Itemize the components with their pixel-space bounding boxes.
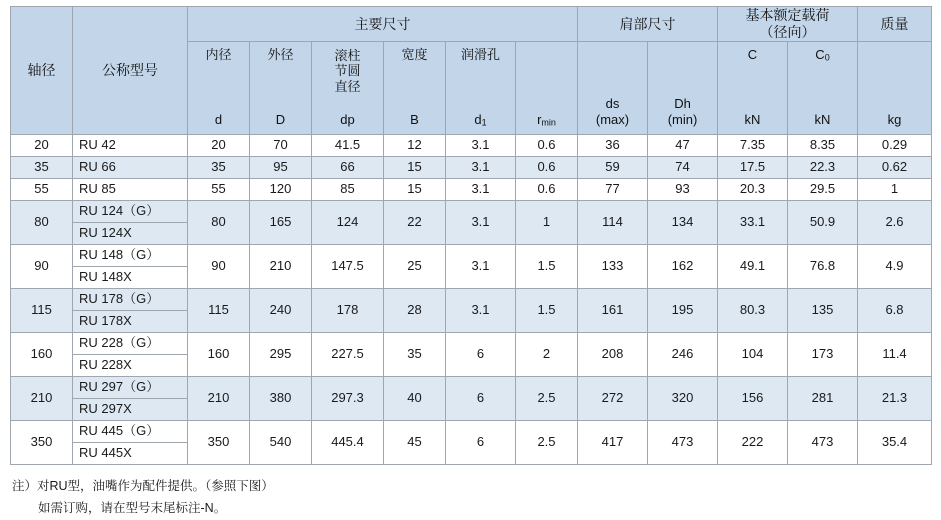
cell-outer-dia: 240: [250, 288, 312, 332]
header-outer-dia: [250, 41, 312, 134]
cell-width: 12: [384, 134, 446, 156]
table-row: [11, 420, 932, 442]
cell-nominal-model: RU 148（G）: [73, 244, 188, 266]
footnotes: [10, 475, 931, 520]
header-group-basic-load-rating: [718, 7, 858, 42]
cell-dh-min: 93: [648, 178, 718, 200]
cell-roller-pcd: 297.3: [312, 376, 384, 420]
cell-width: 25: [384, 244, 446, 288]
cell-outer-dia: 210: [250, 244, 312, 288]
header-shaft-dia: 轴径: [11, 7, 73, 135]
header-roller-pcd-line2: 节圆: [334, 63, 361, 79]
cell-load-c: 156: [718, 376, 788, 420]
cell-inner-dia: 350: [188, 420, 250, 464]
header-ds-qualifier: (max): [595, 112, 630, 127]
cell-outer-dia: 70: [250, 134, 312, 156]
cell-lube-hole: 3.1: [446, 178, 516, 200]
cell-roller-pcd: 178: [312, 288, 384, 332]
cell-nominal-model: RU 297（G）: [73, 376, 188, 398]
table-row: [11, 288, 932, 310]
cell-ds-max: 161: [578, 288, 648, 332]
cell-shaft-dia: 160: [11, 332, 73, 376]
cell-load-c: 104: [718, 332, 788, 376]
cell-lube-hole: 3.1: [446, 156, 516, 178]
cell-load-c: 17.5: [718, 156, 788, 178]
cell-load-c0: 173: [788, 332, 858, 376]
cell-dh-min: 74: [648, 156, 718, 178]
cell-load-c0: 50.9: [788, 200, 858, 244]
header-roller-pcd-symbol: dp: [340, 111, 355, 127]
cell-chamfer: 2.5: [516, 420, 578, 464]
table-row: [11, 134, 932, 156]
cell-inner-dia: 160: [188, 332, 250, 376]
cell-load-c: 33.1: [718, 200, 788, 244]
header-group-shoulder-dimensions: 肩部尺寸: [578, 7, 718, 42]
table-row: [11, 376, 932, 398]
header-group-main-dimensions: 主要尺寸: [188, 7, 578, 42]
cell-lube-hole: 6: [446, 332, 516, 376]
cell-roller-pcd: 445.4: [312, 420, 384, 464]
cell-nominal-model: RU 228X: [73, 354, 188, 376]
table-body: [11, 134, 932, 464]
cell-load-c0: 76.8: [788, 244, 858, 288]
header-mass-unit-cell: [858, 41, 932, 134]
cell-roller-pcd: 85: [312, 178, 384, 200]
cell-nominal-model: RU 178X: [73, 310, 188, 332]
cell-dh-min: 162: [648, 244, 718, 288]
cell-lube-hole: 6: [446, 376, 516, 420]
header-group-mass: 质量: [858, 7, 932, 42]
cell-mass: 11.4: [858, 332, 932, 376]
header-ds: [578, 41, 648, 134]
cell-load-c: 7.35: [718, 134, 788, 156]
cell-lube-hole: 3.1: [446, 134, 516, 156]
header-width-label: 宽度: [401, 46, 428, 62]
cell-mass: 4.9: [858, 244, 932, 288]
cell-nominal-model: RU 445X: [73, 442, 188, 464]
footnote-line-2: 如需订购，请在型号末尾标注-N。: [38, 501, 227, 516]
header-ds-stack: [580, 96, 645, 127]
cell-chamfer: 0.6: [516, 178, 578, 200]
cell-load-c0: 473: [788, 420, 858, 464]
header-width-symbol: B: [410, 111, 419, 127]
cell-load-c0: 29.5: [788, 178, 858, 200]
footnote-line-1: 注）对RU型，油嘴作为配件提供。（参照下图）: [12, 478, 274, 493]
cell-nominal-model: RU 178（G）: [73, 288, 188, 310]
cell-nominal-model: RU 66: [73, 156, 188, 178]
cell-nominal-model: RU 42: [73, 134, 188, 156]
cell-ds-max: 208: [578, 332, 648, 376]
cell-lube-hole: 6: [446, 420, 516, 464]
header-c0-sym-base: C: [815, 46, 825, 62]
cell-outer-dia: 380: [250, 376, 312, 420]
cell-nominal-model: RU 228（G）: [73, 332, 188, 354]
cell-chamfer: 0.6: [516, 156, 578, 178]
cell-width: 45: [384, 420, 446, 464]
header-c0-static: [788, 41, 858, 134]
header-roller-pcd-label: [314, 48, 381, 95]
cell-load-c0: 22.3: [788, 156, 858, 178]
cell-chamfer: 2.5: [516, 376, 578, 420]
cell-dh-min: 473: [648, 420, 718, 464]
cell-dh-min: 134: [648, 200, 718, 244]
cell-ds-max: 272: [578, 376, 648, 420]
cell-lube-hole: 3.1: [446, 200, 516, 244]
cell-ds-max: 77: [578, 178, 648, 200]
cell-load-c: 222: [718, 420, 788, 464]
table-row: [11, 332, 932, 354]
table-row: [11, 156, 932, 178]
header-c-unit: kN: [744, 111, 761, 127]
header-lube-hole-symbol: [448, 113, 513, 128]
cell-shaft-dia: 90: [11, 244, 73, 288]
cell-nominal-model: RU 148X: [73, 266, 188, 288]
header-roller-pcd: [312, 41, 384, 134]
header-outer-dia-label: 外径: [267, 46, 294, 62]
cell-chamfer: 2: [516, 332, 578, 376]
cell-shaft-dia: 55: [11, 178, 73, 200]
cell-outer-dia: 295: [250, 332, 312, 376]
header-mass-unit: kg: [887, 111, 902, 127]
cell-outer-dia: 95: [250, 156, 312, 178]
cell-nominal-model: RU 85: [73, 178, 188, 200]
cell-dh-min: 195: [648, 288, 718, 332]
cell-load-c: 80.3: [718, 288, 788, 332]
header-dh-qualifier: (min): [667, 112, 698, 127]
header-lube-hole-sym-base: d: [474, 111, 482, 127]
cell-width: 40: [384, 376, 446, 420]
cell-shaft-dia: 115: [11, 288, 73, 332]
cell-width: 15: [384, 178, 446, 200]
header-chamfer-symbol: [518, 113, 575, 128]
cell-ds-max: 133: [578, 244, 648, 288]
cell-inner-dia: 210: [188, 376, 250, 420]
cell-nominal-model: RU 297X: [73, 398, 188, 420]
header-dh-stack: [650, 96, 715, 127]
header-ds-label: ds: [605, 96, 620, 112]
header-roller-pcd-line1: 滚柱: [334, 47, 361, 63]
header-chamfer: [516, 41, 578, 134]
cell-chamfer: 1.5: [516, 244, 578, 288]
header-dh: [648, 41, 718, 134]
header-lube-hole-label: 润滑孔: [460, 46, 500, 62]
cell-shaft-dia: 350: [11, 420, 73, 464]
cell-mass: 0.62: [858, 156, 932, 178]
cell-mass: 0.29: [858, 134, 932, 156]
bearing-spec-table: [10, 6, 932, 465]
cell-width: 28: [384, 288, 446, 332]
header-inner-dia: [188, 41, 250, 134]
cell-chamfer: 1.5: [516, 288, 578, 332]
header-chamfer-sym-base: r: [537, 111, 542, 127]
cell-roller-pcd: 227.5: [312, 332, 384, 376]
cell-load-c: 49.1: [718, 244, 788, 288]
cell-ds-max: 114: [578, 200, 648, 244]
cell-roller-pcd: 147.5: [312, 244, 384, 288]
cell-inner-dia: 55: [188, 178, 250, 200]
header-c0-symbol: [790, 48, 855, 63]
cell-mass: 6.8: [858, 288, 932, 332]
table-row: [11, 200, 932, 222]
header-nominal-model: 公称型号: [73, 7, 188, 135]
header-c0-sym-sub: 0: [824, 52, 830, 63]
header-chamfer-sym-sub: min: [541, 117, 556, 128]
header-lube-hole: [446, 41, 516, 134]
cell-width: 22: [384, 200, 446, 244]
cell-width: 15: [384, 156, 446, 178]
cell-shaft-dia: 20: [11, 134, 73, 156]
cell-lube-hole: 3.1: [446, 244, 516, 288]
header-c-symbol: C: [747, 46, 758, 62]
header-c0-unit: kN: [814, 111, 831, 127]
header-group-row: [11, 7, 932, 42]
cell-inner-dia: 115: [188, 288, 250, 332]
cell-outer-dia: 540: [250, 420, 312, 464]
header-width: [384, 41, 446, 134]
cell-shaft-dia: 35: [11, 156, 73, 178]
load-rating-line1: 基本额定载荷: [745, 7, 830, 23]
cell-ds-max: 59: [578, 156, 648, 178]
header-inner-dia-symbol: d: [214, 111, 223, 127]
cell-load-c: 20.3: [718, 178, 788, 200]
cell-mass: 2.6: [858, 200, 932, 244]
cell-ds-max: 36: [578, 134, 648, 156]
table-row: [11, 244, 932, 266]
cell-nominal-model: RU 124（G）: [73, 200, 188, 222]
load-rating-line2: （径向）: [759, 23, 816, 40]
cell-load-c0: 135: [788, 288, 858, 332]
cell-shaft-dia: 80: [11, 200, 73, 244]
cell-inner-dia: 80: [188, 200, 250, 244]
header-dh-label: Dh: [674, 96, 691, 112]
header-roller-pcd-line3: 直径: [334, 78, 361, 94]
cell-lube-hole: 3.1: [446, 288, 516, 332]
table-header: [11, 7, 932, 135]
cell-roller-pcd: 41.5: [312, 134, 384, 156]
cell-nominal-model: RU 124X: [73, 222, 188, 244]
cell-dh-min: 320: [648, 376, 718, 420]
table-row: [11, 178, 932, 200]
cell-ds-max: 417: [578, 420, 648, 464]
cell-chamfer: 0.6: [516, 134, 578, 156]
cell-load-c0: 8.35: [788, 134, 858, 156]
cell-roller-pcd: 66: [312, 156, 384, 178]
cell-nominal-model: RU 445（G）: [73, 420, 188, 442]
header-c-dynamic: [718, 41, 788, 134]
cell-mass: 1: [858, 178, 932, 200]
cell-shaft-dia: 210: [11, 376, 73, 420]
cell-chamfer: 1: [516, 200, 578, 244]
cell-inner-dia: 35: [188, 156, 250, 178]
cell-dh-min: 47: [648, 134, 718, 156]
header-inner-dia-label: 内径: [205, 46, 232, 62]
cell-inner-dia: 90: [188, 244, 250, 288]
cell-inner-dia: 20: [188, 134, 250, 156]
cell-roller-pcd: 124: [312, 200, 384, 244]
cell-outer-dia: 120: [250, 178, 312, 200]
cell-mass: 35.4: [858, 420, 932, 464]
cell-mass: 21.3: [858, 376, 932, 420]
cell-load-c0: 281: [788, 376, 858, 420]
cell-width: 35: [384, 332, 446, 376]
header-outer-dia-symbol: D: [275, 111, 286, 127]
header-lube-hole-sym-sub: 1: [481, 117, 487, 128]
cell-dh-min: 246: [648, 332, 718, 376]
cell-outer-dia: 165: [250, 200, 312, 244]
